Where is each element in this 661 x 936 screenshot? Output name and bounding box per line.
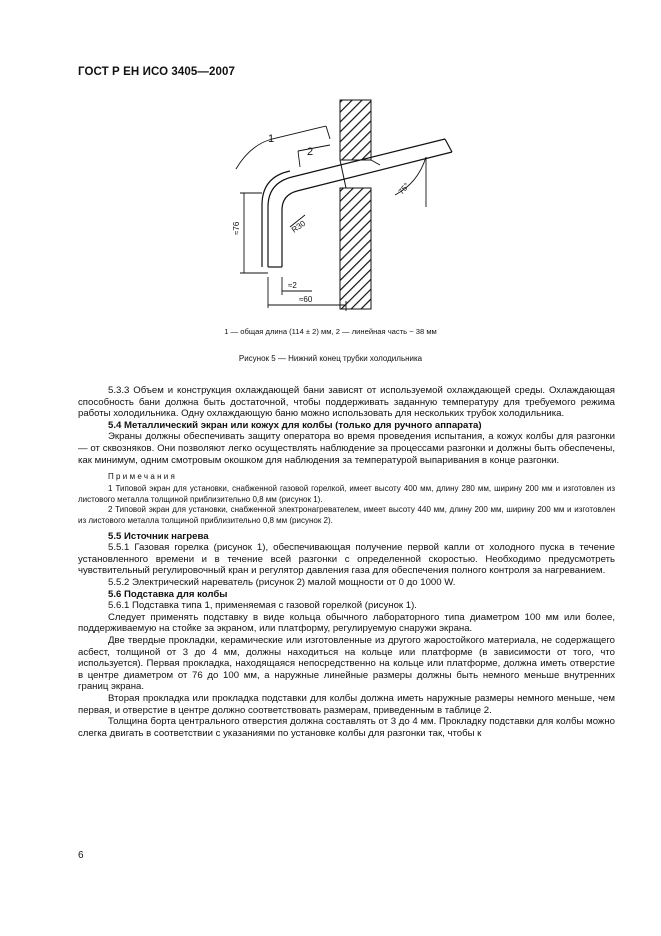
paragraph-5-3-3: 5.3.3 Объем и конструкция охлаждающей бани зависят от используемой охлаждающей среды. Охлаждающая способность бани должна быть достаточной, чтобы поддерживать заданную температуру для требуемого режима работы холодильника. Одну охлаждающую баню можно использовать для нескольких трубок холодильника. xyxy=(78,385,615,420)
note-1: 1 Типовой экран для установки, снабженной газовой горелкой, имеет высоту 400 мм, длину 280 мм, ширину 200 мм и изготовлен из листового металла толщиной приблизительно 0,8 мм (рисунок 1). xyxy=(78,483,615,504)
figure-5-drawing xyxy=(0,95,661,345)
label-width: ≈60 xyxy=(299,295,313,304)
dimension-lines xyxy=(236,126,426,311)
page-number: 6 xyxy=(78,850,84,861)
note-2: 2 Типовой экран для установки, снабженной электронагревателем, имеет высоту 440 мм, длину 200 мм, ширину 200 мм и изготовлен из листового металла толщиной приблизительно 0,8 мм (рисунок 2). xyxy=(78,505,615,525)
figure-legend: 1 — общая длина (114 ± 2) мм, 2 — линейная часть ~ 38 мм xyxy=(224,327,437,336)
body-text xyxy=(78,385,615,739)
heading-5-4: 5.4 Металлический экран или кожух для колбы (только для ручного аппарата) xyxy=(108,419,482,431)
paragraph-5-6-1-e: Толщина борта центрального отверстия должна составлять от 3 до 4 мм. Прокладку подставки для колбы можно слегка двигать в соответствии с указаниями по установке колбы для разгонки так, чтобы к xyxy=(78,716,615,739)
paragraph-5-6-1-b: Следует применять подставку в виде кольца обычного лабораторного типа диаметром 100 мм или более, поддерживаемую на стойке за экраном, или платформу, регулируемую снаружи экрана. xyxy=(78,611,615,635)
label-angle: 75° xyxy=(396,181,412,197)
label-2: 2 xyxy=(307,146,314,158)
paragraph-5-5-2: 5.5.2 Электрический нареватель (рисунок 2) малой мощности от 0 до 1000 W. xyxy=(108,577,456,589)
paragraph-5-4: Экраны должны обеспечивать защиту оператора во время проведения испытания, а кожух колбы для разгонки — от сквозняков. Они позволяют легко осуществлять наблюдение за процессами разгонки и должны быть обеспечены, как минимум, одним смотровым окошком для наблюдения за температурой выпаривания в конце разгонки. xyxy=(78,431,615,466)
label-1: 1 xyxy=(268,133,275,145)
heading-5-5: 5.5 Источник нагрева xyxy=(108,530,209,542)
wall-section xyxy=(340,100,380,309)
figure-caption: Рисунок 5 — Нижний конец трубки холодильника xyxy=(238,354,423,363)
paragraph-5-6-1: 5.6.1 Подставка типа 1, применяемая с газовой горелкой (рисунок 1). xyxy=(108,600,417,612)
heading-5-6: 5.6 Подставка для колбы xyxy=(108,588,228,600)
paragraph-5-5-1: 5.5.1 Газовая горелка (рисунок 1), обеспечивающая получение первой капли от холодного пуска в течение установленного времени и в течение всей разгонки с определенной скоростью. Необходимо предусмотреть чувствительный регулировочный кран и регулятор давления газа для обеспечения полного контроля за нагреванием. xyxy=(78,542,615,577)
paragraph-5-6-1-c: Две твердые прокладки, керамические или изготовленные из другого жаростойкого материала, не содержащего асбест, толщиной от 3 до 4 мм, должны находиться на кольце или платформе (в зависимости от того, что используется). Первая прокладка, находящаяся непосредственно на кольце или платформе, должна иметь отверстие в центре диаметром от 76 до 100 мм, а наружные линейные размеры должны быть немного меньше внутренних границ экрана. xyxy=(78,635,615,693)
label-height: ≈76 xyxy=(232,221,241,235)
label-radius: R30 xyxy=(289,218,308,235)
label-gap: ≈2 xyxy=(288,281,297,290)
paragraph-5-6-1-d: Вторая прокладка или прокладка подставки для колбы должна иметь наружные размеры немного меньше, чем первая, и отверстие в центре должно соответствовать размерам, приведенным в таблице 2. xyxy=(78,692,615,716)
document-header: ГОСТ Р ЕН ИСО 3405—2007 xyxy=(78,66,235,78)
notes-title: Примечания xyxy=(108,472,178,482)
